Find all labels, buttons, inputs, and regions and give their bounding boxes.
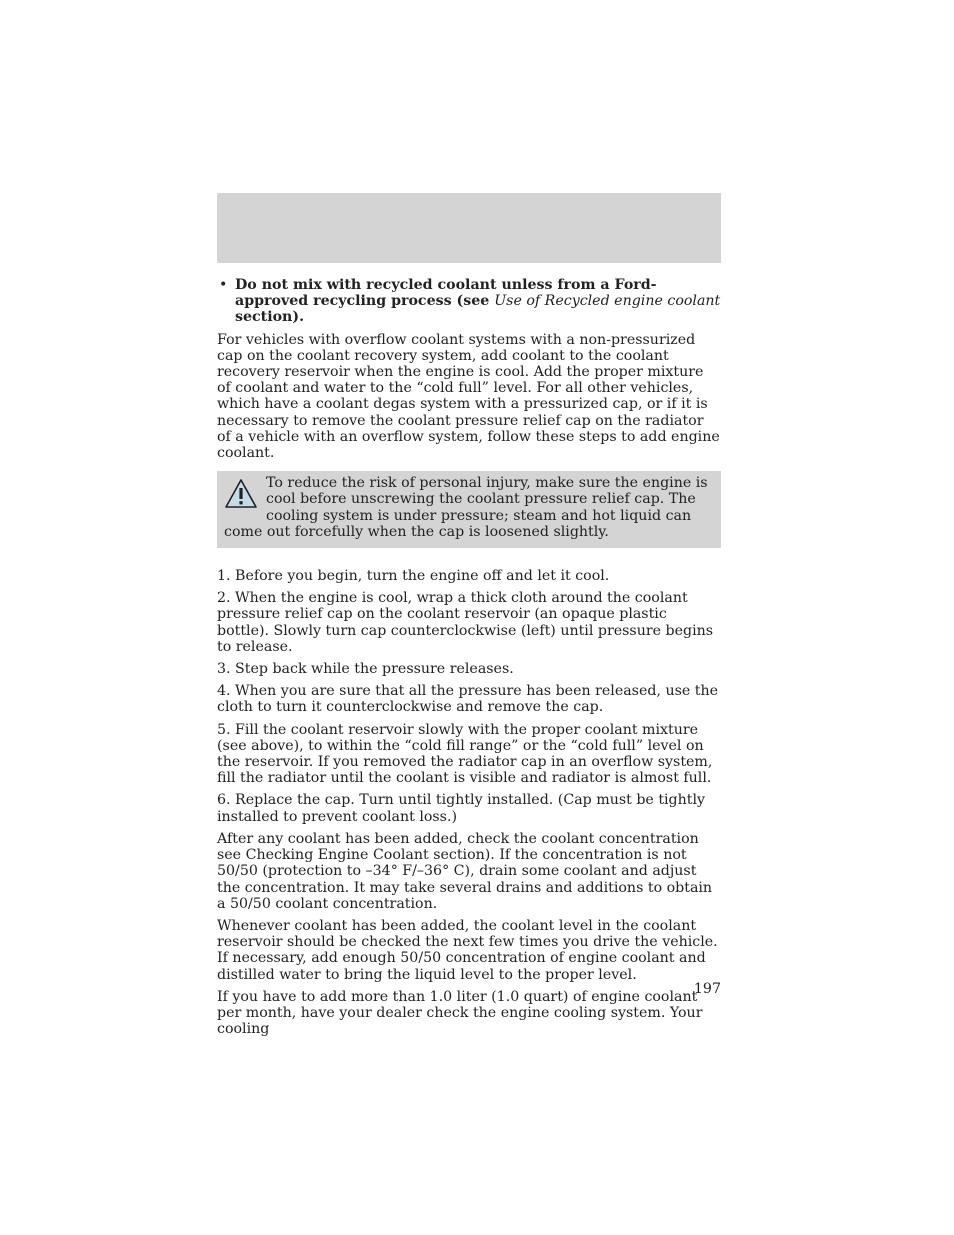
page-number: 197	[693, 981, 721, 997]
warning-box	[217, 471, 721, 548]
bullet-marker: •	[219, 277, 228, 293]
intro-paragraph: For vehicles with overflow coolant systems with a non-pressurized cap on the coolant recovery system, add coolant to the coolant recovery reservoir when the engine is cool. Add the proper mixture of coolant and water to the “cold full” level. For all other vehicles, which have a coolant degas system with a pressurized cap, or if it is necessary to remove the coolant pressure relief cap on the radiator of a vehicle with an overflow system, follow these steps to add engine coolant.	[217, 331, 720, 462]
paragraph-add-more: If you have to add more than 1.0 liter (1.0 quart) of engine coolant per month, have your dealer check the engine cooling system. Your cooling	[217, 988, 703, 1038]
step-5: 5. Fill the coolant reservoir slowly with the proper coolant mixture (see above), to within the “cold fill range” or the “cold full” level on the reservoir. If you removed the radiator cap in an overflow system, fill the radiator until the coolant is visible and radiator is almost full.	[217, 721, 713, 787]
bullet-bold-lead: Do not mix with recycled coolant unless from a Ford-approved recycling process (see	[235, 277, 657, 310]
page-content	[217, 277, 721, 1043]
bullet-italic-reference: Use of Recycled engine coolant	[494, 293, 721, 310]
step-1: 1. Before you begin, turn the engine off and let it cool.	[217, 568, 610, 585]
warning-text: To reduce the risk of personal injury, make sure the engine is cool before unscrewing the coolant pressure relief cap. The cooling system is under pressure; steam and hot liquid can come out forcefully when the cap is loosened slightly.	[224, 475, 708, 540]
paragraph-concentration: After any coolant has been added, check the coolant concentration see Checking Engine Coolant section). If the concentration is not 50/50 (protection to –34° F/–36° C), drain some coolant and adjust the concentration. It may take several drains and additions to obtain a 50/50 coolant concentration.	[217, 830, 713, 912]
paragraph-level-check: Whenever coolant has been added, the coolant level in the coolant reservoir should be checked the next few times you drive the vehicle. If necessary, add enough 50/50 concentration of engine coolant and distilled water to bring the liquid level to the proper level.	[217, 917, 718, 983]
bullet-item	[217, 277, 721, 326]
step-2: 2. When the engine is cool, wrap a thick cloth around the coolant pressure relief cap on the coolant reservoir (an opaque plastic bottle). Slowly turn cap counterclockwise (left) until pressure begins to release.	[217, 590, 714, 655]
step-6: 6. Replace the cap. Turn until tightly installed. (Cap must be tightly installed to prevent coolant loss.)	[217, 792, 706, 825]
step-4: 4. When you are sure that all the pressure has been released, use the cloth to turn it counterclockwise and remove the cap.	[217, 683, 719, 716]
section-header-band	[217, 193, 721, 263]
warning-triangle-icon	[224, 477, 258, 511]
bullet-bold-tail: section).	[235, 309, 305, 326]
step-3: 3. Step back while the pressure releases.	[217, 661, 514, 678]
